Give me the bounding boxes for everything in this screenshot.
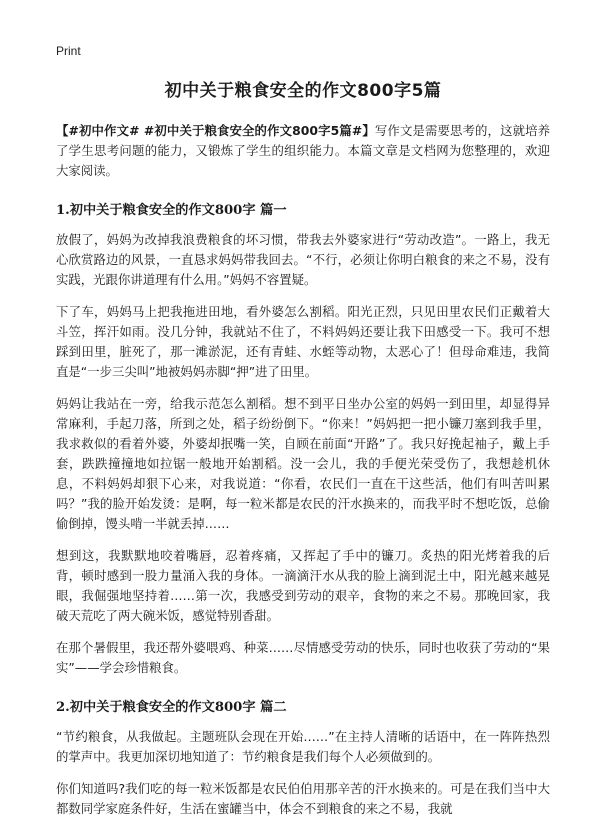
paragraph: 妈妈让我站在一旁，给我示范怎么割稻。想不到平日坐办公室的妈妈一到田里，却显得异常麻利，手起刀落，所到之处，稻子纷纷倒下。“你来！”妈妈把一把小镰刀塞到我手里，我求救似的看着外婆，外婆却抿嘴一笑，自顾在前面“开路”了。我只好挽起袖子，戴上手套，跌跌撞撞地如拉锯一般地开始割稻。没一会儿，我的手便光荣受伤了，我想趁机休息，不料妈妈却狠下心来，对我说道：“你看，农民们一直在干这些活，他们有叫苦叫累吗？”我的脸开始发烫：是啊，每一粒米都是农民的汗水换来的，而我平时不想吃饭，总偷偷倒掉，馒头啃一半就丢掉…… xyxy=(56,396,550,531)
section-2 xyxy=(56,696,550,819)
print-label[interactable]: Print xyxy=(56,44,81,58)
paragraph: 在那个暑假里，我还帮外婆喂鸡、种菜……尽情感受劳动的快乐，同时也收获了劳动的“果实”——学会珍惜粮食。 xyxy=(56,640,550,675)
paragraph: 下了车，妈妈马上把我拖进田地，看外婆怎么割稻。阳光正烈，只见田里农民们正戴着大斗笠，挥汗如雨。没几分钟，我就站不住了，不料妈妈还要让我下田感受一下。我可不想踩到田里，脏死了，那一滩淤泥，还有青蛙、水蛭等动物，太恶心了！但母命难违，我简直是“一步三尖叫”地被妈妈赤脚“押”进了田里。 xyxy=(56,304,550,379)
section-heading: 1.初中关于粮食安全的作文800字 篇一 xyxy=(56,203,287,218)
page-title: 初中关于粮食安全的作文800字5篇 xyxy=(164,81,442,101)
section-heading: 2.初中关于粮食安全的作文800字 篇二 xyxy=(56,700,287,715)
paragraph: 你们知道吗?我们吃的每一粒米饭都是农民伯伯用那辛苦的汗水换来的。可是在我们当中大都数同学家庭条件好，生活在蜜罐当中，体会不到粮食的来之不易，我就 xyxy=(56,781,550,816)
section-1 xyxy=(56,199,550,678)
paragraph: “节约粮食，从我做起。主题班队会现在开始……”在主持人清晰的话语中，在一阵阵热烈的掌声中。我更加深切地知道了：节约粮食是我们每个人必须做到的。 xyxy=(56,729,550,764)
intro-tag: 【#初中作文# #初中关于粮食安全的作文800字5篇#】 xyxy=(56,123,375,138)
document-page xyxy=(56,44,550,831)
paragraph: 放假了，妈妈为改掉我浪费粮食的坏习惯，带我去外婆家进行“劳动改造”。一路上，我无心欣赏路边的风景，一直恳求妈妈带我回去。“不行，必须让你明白粮食的来之不易，没有实践，光跟你讲道理有什么用。”妈妈不容置疑。 xyxy=(56,232,550,287)
intro-paragraph xyxy=(56,121,550,181)
intro-text: 写作文是需要思考的，这就培养了学生思考问题的能力，又锻炼了学生的组织能力。本篇文章是文档网为您整理的，欢迎大家阅读。 xyxy=(56,123,551,178)
paragraph: 想到这，我默默地咬着嘴唇，忍着疼痛，又挥起了手中的镰刀。炙热的阳光烤着我的后背，顿时感到一股力量涌入我的身体。一滴滴汗水从我的脸上滴到泥土中，阳光越来越晃眼，我倔强地坚持着……第一次，我感受到劳动的艰辛，食物的来之不易。那晚回家，我破天荒吃了两大碗米饭，感觉特别香甜。 xyxy=(56,548,550,623)
